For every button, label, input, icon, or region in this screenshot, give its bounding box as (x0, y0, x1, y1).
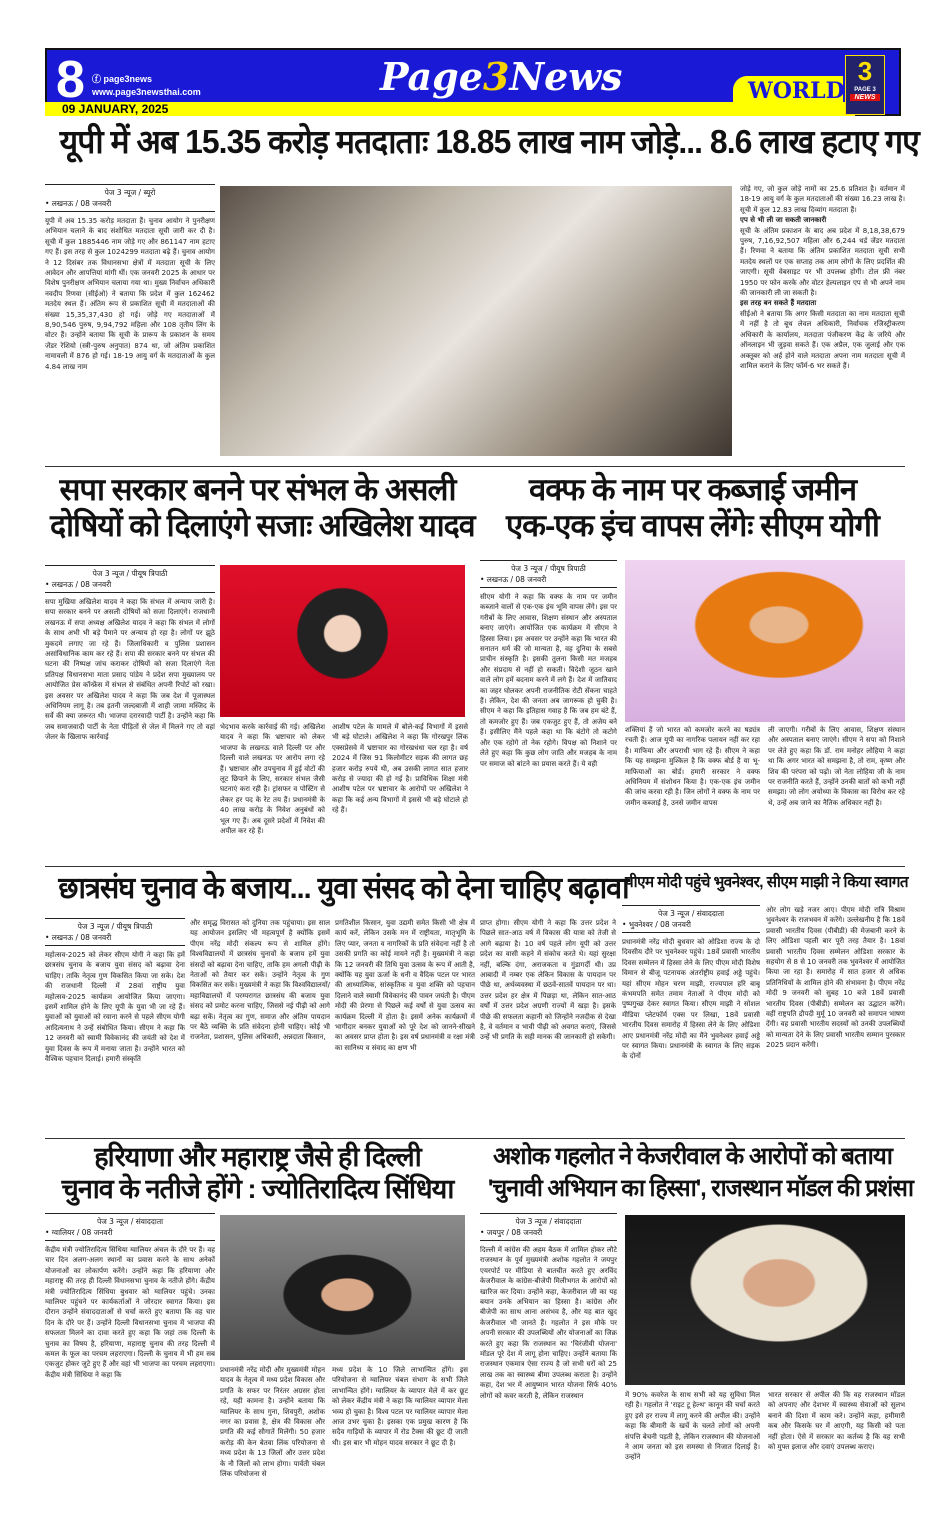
page-number: 8 (56, 51, 85, 109)
article-column: सपा मुखिया अखिलेश यादव ने कहा कि संभल में अन्याय जारी है। सपा सरकार बनने पर असली दोषियों को सजा दिलाएंगे। राजधानी लखनऊ में सपा अध्यक्ष अखिलेश यादव ने कहा कि संभल में लोगों के साथ अभी भी बड़े पैमाने पर अन्याय हो रहा है। लोगों पर झूठे मुकदमे लगाए जा रहे हैं। जिलाधिकारी व पुलिस प्रशासन असांविधानिक काम कर रहे हैं। सपा की सरकार बनने पर संभल की घटना की निष्पक्ष जांच कराकर दोषियों को सजा दिलाएंगे नेता प्रतिपक्ष विधानसभा माता प्रसाद पांडेय ने प्रदेश सपा मुख्यालय पर आयोजित प्रेस कॉन्फ्रेंस में संभल से संबंधित अपनी रिपोर्ट को रखा। इस अवसर पर अखिलेश यादव ने कहा कि जब देश में पूजास्थल अधिनियम लागू है। तब इतनी जल्दबाजी में शाही जामा मस्जिद के सर्वे की क्या जरूरत थी। भाजपा दरारवादी पार्टी है। उन्होंने कहा कि जब समाजवादी पार्टी के नेता पीड़ितों से जेल में मिलने गए तो वहां जेलर के खिलाफ कार्रवाई (45, 598, 215, 742)
story5-text (622, 905, 760, 1119)
page3-badge-logo: 3 PAGE 3 NEWS (845, 55, 885, 115)
article-column: में 90% कवरेज के साथ सभी को यह सुविधा मिल रही है। गहलोत ने 'राइट टू हेल्थ' कानून की चर्चा करते हुए इसे हर राज्य में लागू करने की अपील की। उन्होंने कहा कि बीमारी के खर्चे के चलते लोगों को अपनी संपत्ति बेचनी पड़ती है, लेकिन राजस्थान की योजनाओं ने आम जनता को इस समस्या से निजात दिलाई है। उन्होंने (625, 1391, 760, 1462)
divider (45, 466, 905, 467)
article-column: प्राप्त होगा। सीएम योगी ने कहा कि उत्तर प्रदेश ने पिछले सात-आठ वर्ष में विकास की यात्रा को तेजी से आगे बढ़ाया है। 10 वर्ष पहले लोग यूपी को उत्तर प्रदेश का वासी कहने में संकोच करते थे। यहां सुरक्षा नहीं, बल्कि दंगा, अराजकता व गुंडागर्दी थी। उप्र आबादी में नम्बर एक लेकिन विकास के पायदान पर पीछे था, अर्थव्यवस्था में छठवें-सातवें पायदान पर था। उत्तर प्रदेश हर क्षेत्र में पिछड़ा था, लेकिन सात-आठ वर्षों में उत्तर प्रदेश अग्रणी राज्यों में खड़ा है। इसके पीछे की सफलता कहानी को जिन्होंने नजदीक से देखा है, वे वर्तमान व भावी पीढ़ी को अवगत कराएं, जिससे उन्हें भी प्रगति के सही मानक की जानकारी हो सकेगी। (480, 919, 616, 1042)
section-label: WORLD (748, 78, 845, 104)
byline: पेज 3 न्यूज / संवाददाता • ग्वालियर / 08 जनवरी (45, 1213, 215, 1241)
facebook-icon: ⓕ (92, 74, 104, 84)
issue-date: 09 JANUARY, 2025 (62, 102, 169, 116)
story7-headline: अशोक गहलोत ने केजरीवाल के आरोपों को बताया 'चुनावी अभियान का हिस्सा', राजस्थान मॉडल की प्रशंसा (487, 1143, 913, 1203)
divider (45, 866, 905, 867)
article-column: सीएम योगी ने कहा कि वक्फ के नाम पर जमीन कब्जाने वालों से एक-एक इंच भूमि वापस लेंगे। इस पर गरीबों के लिए आवास, शिक्षण संस्थान और अस्पताल बनाए जाएंगे। आयोजित एक कार्यक्रम में सीएम ने हिस्सा लिया। इस अवसर पर उन्होंने कहा कि भारत की सनातन धर्म की जो मान्यता है, वह दुनिया के सबसे प्राचीन संस्कृति है। इसकी तुलना किसी मत मजहब और संप्रदाय से नहीं हो सकती। विदेशी जूठन खाने वाले लोग हमें बदनाम करने में लगे हैं। देश में जातिवाद का जहर घोलकर अपनी राजनीतिक रोटी सेंकना चाहते हैं। लेकिन, देश की जनता अब जागरूक हो चुकी है। सीएम ने कहा कि इतिहास गवाह है कि जब हम बंटे हैं, तो कमजोर हुए हैं। जब एकजुट हुए हैं, तो अजेय बने हैं। इसीलिए मैंने पहले कहा था कि बंटोगे तो कटोगे और एक रहोगे तो नेक रहोगे। विपक्ष को निशाने पर लेते हुए कहा कि कुछ लोग जाति और मजहब के नाम पर समाज को बांटने का प्रयास करते हैं। ये वही (480, 593, 617, 768)
cm-yogi-photo (625, 560, 905, 722)
article-column: भेदभाव करके कार्रवाई की गई। अखिलेश यादव ने कहा कि भ्रष्टाचार को लेकर भाजपा के लखनऊ वाले दिल्ली पर और दिल्ली वाले लखनऊ पर आरोप लगा रहे हैं। भ्रष्टाचार और उपचुनाव में हुई वोटों की लूट छिपाने के लिए, सरकार संभल जैसी घटनाएं करा रही है। ट्रांसफर व पोस्टिंग से लेकर हर पद के रेट तय हैं। प्रधानमंत्री के 40 लाख करोड़ के निवेश अनुबंधों को भूल गए हैं। अब दूसरे प्रदेशों में निवेश की अपील कर रहे हैं। (220, 723, 325, 836)
story3-headline: वक्फ के नाम पर कब्जाई जमीन एक-एक इंच वापस लेंगेः सीएम योगी (506, 472, 879, 543)
article-column: महोत्सव-2025 को लेकर सीएम योगी ने कहा कि हमें छात्रसंघ चुनाव के बजाय युवा संसद को बढ़ावा देना चाहिए। ताकि नेतृत्व गुण विकसित किया जा सके। देश की राजधानी दिल्ली में 28वां राष्ट्रीय युवा महोत्सव-2025 कार्यक्रम आयोजित किया जाएगा। इसमें शामिल होने के लिए यूपी के युवा भी जा रहे हैं। युवाओं को युवाओं को रवाना करने से पहले सीएम योगी आदित्यनाथ ने उन्हें संबोधित किया। सीएम ने कहा कि 12 जनवरी को स्वामी विवेकानंद की जयंती को देश में युवा दिवस के रूप में मनाया जाता है। उन्होंने भारत को वैश्विक पहचान दिलाई। हमारी संस्कृति (45, 951, 185, 1064)
social-links (92, 73, 201, 99)
article-column: केंद्रीय मंत्री ज्योतिरादित्य सिंधिया ग्वालियर अंचल के दौरे पर हैं। वह चार दिन अलग-अलग स्थानों का प्रवास करने के साथ अनेकों योजनाओं का लोकार्पण करेंगे। उन्होंने कहा कि हरियाणा और महाराष्ट्र की तरह ही दिल्ली विधानसभा चुनाव के नतीजे होंगे। केंद्रीय मंत्री ज्योतिरादित्य सिंधिया बुधवार को ग्वालियर पहुंचे। उनका ग्वालियर पहुंचने पर कार्यकर्ताओं ने जोरदार स्वागत किया। इस दौरान उन्होंने संवाददाताओं से चर्चा करते हुए बताया कि वह चार दिन के दौरे पर हैं। उन्होंने दिल्ली विधानसभा चुनाव में भाजपा की सफलता मिलने का दावा करते हुए कहा कि जहां तक दिल्ली के चुनाव का विषय है, हरियाणा, महाराष्ट्र चुनाव की तरह दिल्ली में कमल के फूल का परचम लहराएगा। दिल्ली के चुनाव में भी हम सब एकजुट होकर जुटे हुए हैं और वहां भी भाजपा का परचम लहराएगा। केंद्रीय मंत्री सिंधिया ने कहा कि (45, 1246, 215, 1379)
article-column: दिल्ली में कांग्रेस की अहम बैठक में शामिल होकर लौटे राजस्थान के पूर्व मुख्यमंत्री अशोक गहलोत ने जयपुर एयरपोर्ट पर मीडिया से बातचीत करते हुए अरविंद केजरीवाल के कांग्रेस-बीजेपी मिलीभगत के आरोपों को खारिज कर दिया। उन्होंने कहा, केजरीवाल जी का यह बयान उनके अभियान का हिस्सा है। कांग्रेस और बीजेपी का साथ आना असंभव है, और यह बात खुद केजरीवाल भी जानते हैं। गहलोत ने इस मौके पर अपनी सरकार की उपलब्धियों और योजनाओं का जिक्र करते हुए कहा कि राजस्थान का 'चिरंजीवी योजना' मॉडल पूरे देश में लागू होना चाहिए। उन्होंने बताया कि राजस्थान एकमात्र ऐसा राज्य है जो सभी घरों को 25 लाख तक का स्वास्थ्य बीमा उपलब्ध कराता है। उन्होंने कहा, देश भर में आयुष्मान भारत योजना सिर्फ 40% लोगों को कवर करती है, लेकिन राजस्थान (480, 1246, 617, 1400)
story2-headline: सपा सरकार बनने पर संभल के असली दोषियों को दिलाएंगे सजाः अखिलेश यादव (49, 472, 475, 543)
website-link[interactable]: www.page3newsthai.com (92, 87, 201, 97)
byline: पेज 3 न्यूज / ब्यूरो • लखनऊ / 08 जनवरी (45, 184, 215, 212)
akhilesh-yadav-photo (220, 565, 465, 717)
article-column: प्रधानमंत्री नरेंद्र मोदी और मुख्यमंत्री मोहन यादव के नेतृत्व में मध्य प्रदेश विकास और प्रगति के सफर पर निरंतर अग्रसर होता रहे, यही कामना है। उन्होंने बताया कि ग्वालियर के साथ गुना, शिवपुरी, अशोक नगर का प्रवास है, क्षेत्र की विकास और प्रगति की कई सौगातें मिलेंगी। 50 हजार करोड़ की केन बेतवा लिंक परियोजना से मध्य प्रदेश के 13 जिलों और उत्तर प्रदेश के नौ जिलों को लाभ होगा। पार्वती चंबल लिंक परियोजना से (220, 1366, 325, 1479)
byline: पेज 3 न्यूज / पीयूष त्रिपाठी • लखनऊ / 08 जनवरी (45, 565, 215, 593)
article-column: प्रधानमंत्री नरेंद्र मोदी बुधवार को ओडिशा राज्य के दो दिवसीय दौरे पर भुवनेश्वर पहुंचे। 18वें प्रवासी भारतीय दिवस सम्मेलन में हिस्सा लेने के लिए पीएम मोदी विशेष विमान से बीजू पटनायक अंतर्राष्ट्रीय हवाई अड्डे पहुंचे। यहां सीएम मोहन चरण माझी, राज्यपाल हरि बाबू कंभमपति समेत तमाम नेताओं ने पीएम मोदी को पुष्पगुच्छ देकर स्वागत किया। सीएम माझी ने सोशल मीडिया प्लेटफॉर्म एक्स पर लिखा, 18वें प्रवासी भारतीय दिवस समारोह में हिस्सा लेने के लिए ओडिशा आए प्रधानमंत्री नरेंद्र मोदी का मैंने भुवनेश्वर हवाई अड्डे पर स्वागत किया। प्रधानमंत्री के स्वागत के लिए सड़क के दोनों (622, 938, 760, 1061)
lead-headline: यूपी में अब 15.35 करोड़ मतदाताः 18.85 लाख नाम जोड़े... 8.6 लाख हटाए गए (59, 123, 919, 160)
article-column: प्रगतिशील किसान, युवा उद्यमी समेत किसी भी क्षेत्र में कार्य करें, लेकिन उसके मन में राष्ट्रीयता, मातृभूमि के लिए प्यार, जनता व नागरिकों के प्रति संवेदना नहीं है तो उसकी प्रगति का कोई मायने नहीं है। मुख्यमंत्री ने कहा कि 12 जनवरी की तिथि युवा उत्सव के रूप में आती है, क्योंकि यह युवा ऊर्जा के धनी व वैदिक पटल पर भारत की आध्यात्मिक, सांस्कृतिक व युवा शक्ति को पहचान दिलाने वाले स्वामी विवेकानंद की पावन जयंती है। पीएम मोदी की प्रेरणा से पिछले कई वर्षों से युवा उत्सव का कार्यक्रम दिल्ली में होता है। इसमें अनेक कार्यक्रमों में भागीदार बनकर युवाओं को पूरे देश को जानने-सीखने का अवसर प्राप्त होता है। इस वर्ष प्रधानमंत्री व रक्षा मंत्री का सानिध्य व संवाद का क्षण भी (335, 919, 475, 1052)
byline: पेज 3 न्यूज / पीयूष त्रिपाठी • लखनऊ / 08 जनवरी (480, 560, 617, 588)
byline: पेज 3 न्यूज / संवाददाता • जयपुर / 08 जनवरी (480, 1213, 617, 1241)
scindia-photo (220, 1215, 465, 1360)
voter-list-photo (220, 186, 732, 456)
story4-headline: छात्रसंघ चुनाव के बजाय... युवा संसद को देना चाहिए बढ़ावा (58, 872, 629, 905)
story1-text (45, 184, 215, 456)
story4-text (45, 918, 185, 1128)
article-column: मध्य प्रदेश के 10 जिले लाभान्वित होंगे। इस परियोजना से ग्वालियर चंबल संभाग के सभी जिले लाभान्वित होंगे। ग्वालियर के व्यापार मेले में कर छूट को लेकर केंद्रीय मंत्री ने कहा कि ग्वालियर व्यापार मेला भव्य हो चुका है। विश्व पटल पर ग्वालियर व्यापार मेला आज उभर चुका है। इसका एक प्रमुख कारण है कि सदैव गाड़ियों के व्यापार में रोड टैक्स की छूट दी जाती थी। इस बार भी मोहन यादव सरकार ने छूट दी है। (332, 1366, 468, 1447)
article-column: ओर लोग खड़े नजर आए। पीएम मोदी रात्रि विश्राम भुवनेश्वर के राजभवन में करेंगे। उल्लेखनीय है कि 18वें प्रवासी भारतीय दिवस (पीबीडी) की मेजबानी करने के लिए ओडिशा पहली बार पूरी तरह तैयार है। 18वां प्रवासी भारतीय दिवस सम्मेलन ओडिशा सरकार के सहयोग से 8 से 10 जनवरी तक भुवनेश्वर में आयोजित किया जा रहा है। समारोह में सात हजार से अधिक प्रतिनिधियों के शामिल होने की संभावना है। पीएम नरेंद्र मोदी 9 जनवरी को सुबह 10 बजे 18वें प्रवासी भारतीय दिवस (पीबीडी) सम्मेलन का उद्घाटन करेंगे। वहीं राष्ट्रपति द्रौपदी मुर्मू 10 जनवरी को समापन भाषण देंगी। वह प्रवासी भारतीय सदस्यों को उनकी उपलब्धियों को मान्यता देने के लिए प्रवासी भारतीय सम्मान पुरस्कार 2025 प्रदान करेंगी। (766, 906, 905, 1050)
article-column: शक्तियां हैं जो भारत को कमजोर करने का षड्यंत्र रचती हैं। आज यूपी का नागरिक पलायन नहीं कर रहा है। माफिया और अपराधी भाग रहे हैं। सीएम ने कहा कि यह समझना मुश्किल है कि वक्फ बोर्ड है या भू-माफियाओं का बोर्ड। हमारी सरकार ने वक्फ अधिनियम में संशोधन किया है। एक-एक इंच जमीन की जांच करवा रही है। जिन लोगों ने वक्फ के नाम पर जमीन कब्जाई है, उनसे जमीन वापस (625, 726, 760, 807)
article-column: और समृद्ध विरासत को दुनिया तक पहुंचाया। इस साल यह आयोजन इसलिए भी महत्वपूर्ण है क्योंकि इसमें पीएम नरेंद्र मोदी संकल्प रूप से शामिल होंगे। विश्वविद्यालयों में छात्रसंघ चुनावों के बजाय हमें युवा संसदों को बढ़ावा देना चाहिए, ताकि हम अगली पीढ़ी के नेताओं को तैयार कर सकें। उन्होंने नेतृत्व के गुण विकसित कर सकें। मुख्यमंत्री ने कहा कि विश्वविद्यालयों/महाविद्यालयों में परम्परागत छात्रसंघ की बजाय युवा संसद को प्रमोट करना चाहिए, जिससे नई पीढ़ी को आगे बढ़ा सकें। नेतृत्व का गुण, समाज और अंतिम पायदान पर बैठे व्यक्ति के प्रति संवेदना होनी चाहिए। कोई भी राजनेता, प्रशासन, पुलिस अधिकारी, अन्नदाता किसान, (190, 919, 330, 1042)
article-column: ली जाएगी। गरीबों के लिए आवास, शिक्षण संस्थान और अस्पताल बनाए जाएंगे। सीएम ने सपा को निशाने पर लेते हुए कहा कि डॉ. राम मनोहर लोहिया ने कहा था कि अगर भारत को समझना है, तो राम, कृष्ण और शिव की परंपरा को पढ़ो। जो नेता लोहिया जी के नाम पर राजनीति करते हैं, उन्होंने उनकी बातों को कभी नहीं समझा। जो लोग अयोध्या के विकास का विरोध कर रहे थे, उन्हें अब जाने का नैतिक अधिकार नहीं है। (768, 726, 905, 807)
story5-headline: पीएम मोदी पहुंचे भुवनेश्वर, सीएम माझी ने किया स्वागत (625, 874, 909, 891)
article-column: जोड़े गए, जो कुल जोड़े नामों का 25.6 प्रतिशत है। वर्तमान में 18-19 आयु वर्ग के कुल मतदाताओं की संख्या 16.23 लाख है। सूची में कुल 12.83 लाख दिव्यांग मतदाता हैं। एप से भी ली जा सकती जानकारी सूची के अंतिम प्रकाशन के बाद अब प्रदेश में 8,18,38,679 पुरुष, 7,16,92,507 महिला और 6,244 थर्ड जेंडर मतदाता हैं। रिणवा ने बताया कि अंतिम प्रकाशित मतदाता सूची सभी मतदेय स्थलों पर एक सप्ताह तक आम लोगों के लिए प्रदर्शित की जाएगी। सूची वेबसाइट पर भी उपलब्ध होगी। टोल फ्री नंबर 1950 पर फोन करके और वोटर हेल्पलाइन एप से भी अपने नाम की जानकारी ली जा सकती है। इस तरह बन सकते हैं मतदाता सीईओ ने बताया कि अगर किसी मतदाता का नाम मतदाता सूची में नहीं है तो बूथ लेवल अधिकारी, निर्वाचक रजिस्ट्रीकरण अधिकारी के कार्यालय, मतदाता पंजीकरण केंद्र के जरिये और ऑनलाइन भी जुड़वा सकते हैं। एक अप्रैल, एक जुलाई और एक अक्तूबर को अर्ह होने वाले मतदाता अपना नाम मतदाता सूची में शामिल कराने के लिए फॉर्म-6 भर सकते हैं। (740, 185, 905, 370)
byline: पेज 3 न्यूज / संवाददाता • भुवनेश्वर / 08 जनवरी (622, 905, 760, 933)
ashok-gehlot-photo (625, 1215, 905, 1385)
story6-text (45, 1213, 215, 1520)
story6-headline: हरियाणा और महाराष्ट्र जैसे ही दिल्ली चुनाव के नतीजे होंगे : ज्योतिरादित्य सिंधिया (61, 1142, 454, 1205)
facebook-handle[interactable]: page3news (103, 74, 153, 84)
story3-text (480, 560, 617, 857)
article-column: भारत सरकार से अपील की कि वह राजस्थान मॉडल को अपनाए और देशभर में स्वास्थ्य सेवाओं को सुलभ बनाने की दिशा में काम करे। उन्होंने कहा, हमीमारी कब और किसके घर में आएगी, यह किसी को पता नहीं होता। ऐसे में सरकार का कर्तव्य है कि वह सभी को मुफ्त इलाज और दवाएं उपलब्ध कराए। (768, 1391, 905, 1452)
story2-text (45, 565, 215, 857)
story7-text (480, 1213, 617, 1520)
newspaper-logo: Page3News (380, 54, 623, 99)
article-column: यूपी में अब 15.35 करोड़ मतदाता हैं। चुनाव आयोग ने पुनरीक्षण अभियान चलाने के बाद संशोधित मतदाता सूची जारी कर दी है। सूची में कुल 1885446 नाम जोड़े गए और 861147 नाम हटाए गए हैं। इस तरह से कुल 1024299 मतदाता बढ़े हैं। चुनाव आयोग ने 12 दिसंबर तक विधानसभा क्षेत्रों में मतदाता सूची के लिए आवेदन और आपत्तियां मांगी थीं। एक जनवरी 2025 के आधार पर विशेष पुनरीक्षण अभियान चलाया गया था। मुख्य निर्वाचन अधिकारी नवदीप रिणवा (सीईओ) ने बताया कि प्रदेश में कुल 162462 मतदेय स्थल हैं। अंतिम रूप से प्रकाशित सूची में मतदाताओं की संख्या 15,35,37,430 हो गई। जोड़े गए मतदाताओं में 8,90,546 पुरुष, 9,94,792 महिला और 108 तृतीय लिंग के वोटर हैं। उन्होंने बताया कि सूची के प्रारूप के प्रकाशन के समय जेंडर रेशियो (स्त्री-पुरुष अनुपात) 874 था, जो अंतिम प्रकाशित नामावली में 876 हो गई। 18-19 आयु वर्ग के मतदाताओं के कुल 4.84 लाख नाम (45, 217, 215, 371)
article-column: आशीष पटेल के मामले में बोले-कई विभागों में इससे भी बड़े घोटाले। अखिलेश ने कहा कि गोरखपुर लिंक एक्सप्रेसवे में भ्रष्टाचार का गोरखधंधा चल रहा है। वर्ष 2024 में जिस 91 किलोमीटर सड़क की लागत छह हजार करोड़ रुपये थी, अब उसकी लागत सात हजार करोड़ से ज्यादा की हो गई है। प्राविधिक शिक्षा मंत्री आशीष पटेल पर भ्रष्टाचार के आरोपों पर अखिलेश ने कहा कि कई अन्य विभागों में इससे भी बड़े घोटाले हो रहे हैं। (332, 723, 468, 815)
byline: पेज 3 न्यूज / पीयूष त्रिपाठी • लखनऊ / 08 जनवरी (45, 918, 185, 946)
divider (45, 1138, 905, 1139)
